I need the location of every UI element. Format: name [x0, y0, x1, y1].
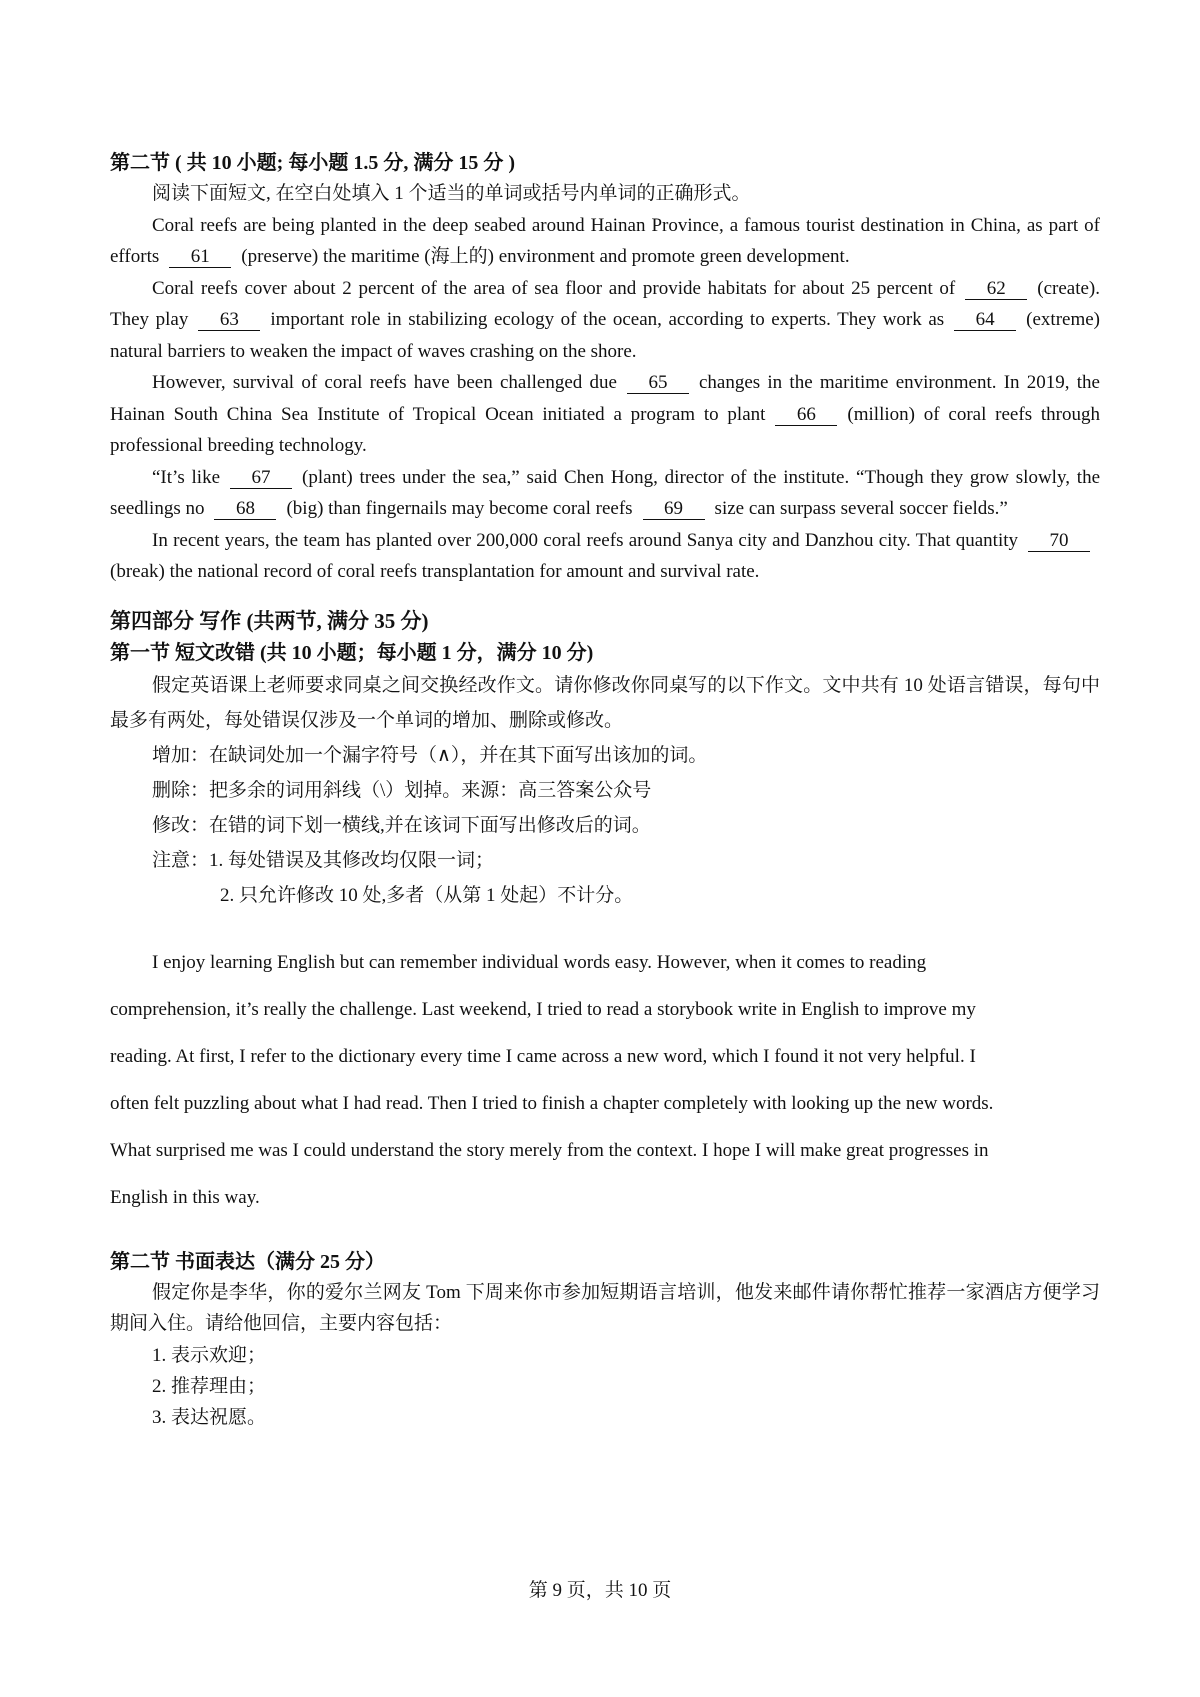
written-expression-heading: 第二节 书面表达（满分 25 分） [110, 1250, 385, 1273]
note-2: 2. 只允许修改 10 处,多者（从第 1 处起）不计分。 [220, 884, 634, 906]
blank-61[interactable]: 61 [169, 247, 231, 268]
blank-65[interactable]: 65 [627, 373, 689, 394]
essay-line: comprehension, it’s really the challenge. Last weekend, I tried to read a storybook write in English to improve my [110, 998, 976, 1020]
blank-67[interactable]: 67 [230, 468, 292, 489]
exam-page [110, 148, 1100, 1433]
requirement-item: 1. 表示欢迎； [152, 1344, 267, 1366]
requirement-item: 2. 推荐理由； [152, 1375, 267, 1397]
blank-62[interactable]: 62 [965, 279, 1027, 300]
section2-instruction: 阅读下面短文, 在空白处填入 1 个适当的单词或括号内单词的正确形式。 [152, 183, 751, 204]
passage-paragraph-1: Coral reefs are being planted in the deep seabed around Hainan Province, a famous tourist destination in China, as part of efforts 61 (preserve) the maritime (海上的) environment and promote green development. [110, 214, 1100, 267]
requirement-item: 3. 表达祝愿。 [152, 1406, 267, 1428]
passage-paragraph-4: “It’s like 67 (plant) trees under the sea,” said Chen Hong, director of the institute. “Though they grow slowly, the seedlings no 68 (big) than fingernails may become coral reefs 69 size can surpass several soccer fields.” [110, 466, 1101, 519]
essay-line: I enjoy learning English but can remember individual words easy. However, when it comes to reading [152, 951, 927, 973]
essay-line: reading. At first, I refer to the dictionary every time I came across a new word, which I found it not very helpful. I [110, 1045, 976, 1067]
part4-writing [110, 604, 1100, 1433]
error-correction-heading: 第一节 短文改错 (共 10 小题；每小题 1 分，满分 10 分) [110, 641, 594, 664]
passage-paragraph-3: However, survival of coral reefs have been challenged due 65 changes in the maritime environment. In 2019, the Hainan South China Sea Institute of Tropical Ocean initiated a program to plant 66 (million) of coral reefs through professional breeding technology. [110, 372, 1100, 456]
blank-66[interactable]: 66 [775, 405, 837, 426]
modify-rule: 修改：在错的词下划一横线,并在该词下面写出修改后的词。 [152, 814, 651, 836]
part4-heading: 第四部分 写作 (共两节, 满分 35 分) [110, 608, 429, 633]
essay-line: often felt puzzling about what I had read. Then I tried to finish a chapter completely with looking up the new words. [110, 1092, 994, 1114]
essay-text [110, 939, 1100, 1221]
essay-line: What surprised me was I could understand the story merely from the context. I hope I will make great progresses in [110, 1139, 989, 1161]
note-1: 注意：1. 每处错误及其修改均仅限一词； [152, 849, 495, 871]
blank-64[interactable]: 64 [954, 310, 1016, 331]
essay-line: English in this way. [110, 1186, 260, 1208]
blank-68[interactable]: 68 [214, 499, 276, 520]
passage-paragraph-5: In recent years, the team has planted over 200,000 coral reefs around Sanya city and Danzhou city. That quantity 70(break) the national record of coral reefs transplantation for amount and survival rate. [110, 525, 1100, 588]
page-footer: 第 9 页，共 10 页 [528, 1580, 672, 1601]
written-expression [110, 1247, 1100, 1433]
error-correction-intro: 假定英语课上老师要求同桌之间交换经改作文。请你修改你同桌写的以下作文。文中共有 10 处语言错误，每句中最多有两处，每处错误仅涉及一个单词的增加、删除或修改。 [110, 674, 1100, 731]
blank-70[interactable]: 70 [1028, 531, 1090, 552]
add-rule: 增加：在缺词处加一个漏字符号（∧），并在其下面写出该加的词。 [152, 744, 708, 766]
delete-rule: 删除：把多余的词用斜线（\）划掉。来源：高三答案公众号 [152, 779, 652, 801]
passage-paragraph-2: Coral reefs cover about 2 percent of the area of sea floor and provide habitats for about 25 percent of 62 (create). They play 63 important role in stabilizing ecology of the ocean, according to experts. They work as 64 (extreme) natural barriers to weaken the impact of waves crashing on the shore. [110, 277, 1100, 362]
blank-63[interactable]: 63 [198, 310, 260, 331]
section2-heading: 第二节 ( 共 10 小题; 每小题 1.5 分, 满分 15 分 ) [110, 152, 515, 174]
written-expression-intro: 假定你是李华，你的爱尔兰网友 Tom 下周来你市参加短期语言培训，他发来邮件请你帮忙推荐一家酒店方便学习期间入住。请给他回信，主要内容包括： [110, 1281, 1100, 1334]
blank-69[interactable]: 69 [643, 499, 705, 520]
